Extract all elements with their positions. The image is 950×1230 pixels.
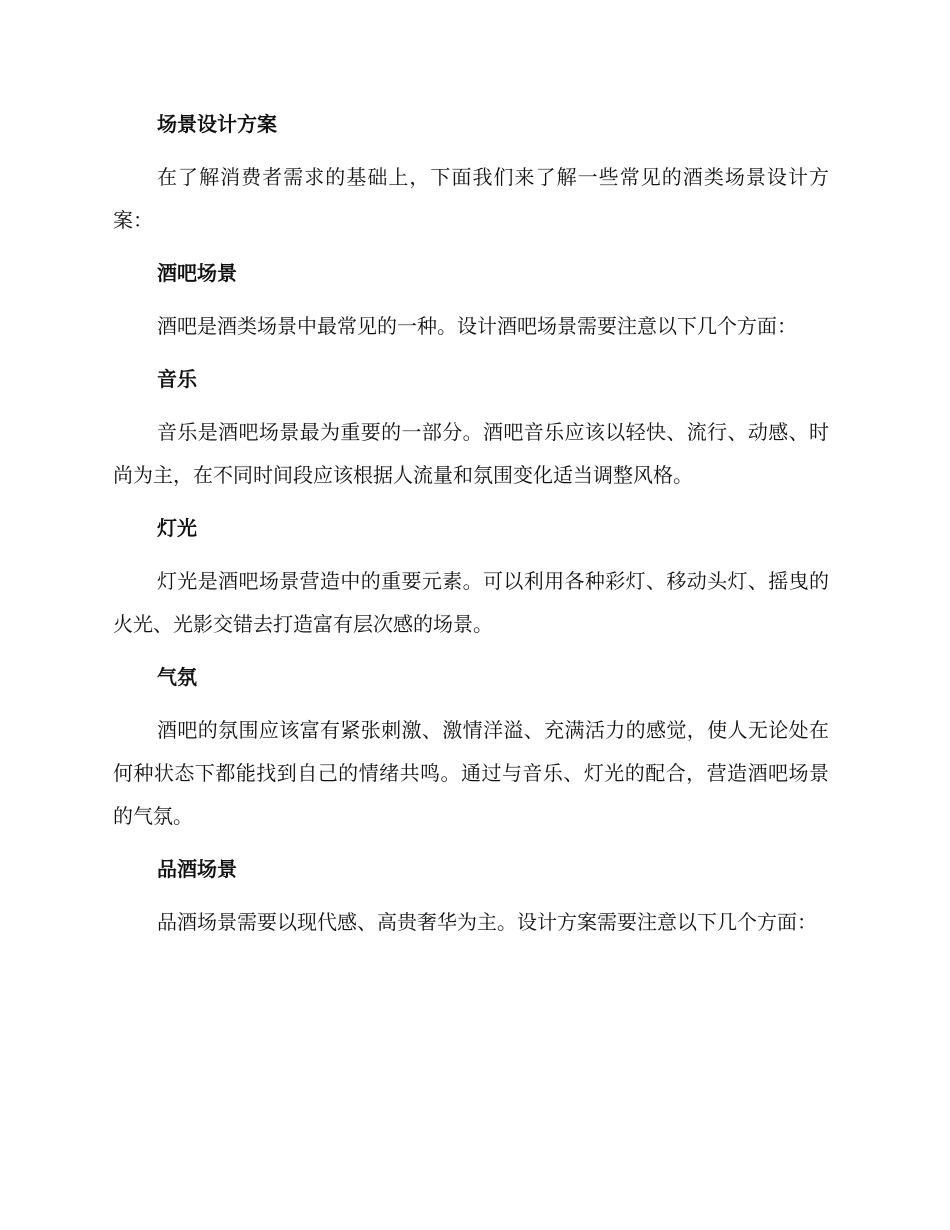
section-heading-scene-design: 场景设计方案 [157, 112, 277, 136]
document-page [113, 104, 829, 944]
section-heading-lighting: 灯光 [157, 516, 197, 540]
section-paragraph-tasting-scene: 品酒场景需要以现代感、高贵奢华为主。设计方案需要注意以下几个方面： [157, 910, 817, 934]
section-paragraph-scene-design: 在了解消费者需求的基础上，下面我们来了解一些常见的酒类场景设计方案： [113, 165, 829, 232]
section-paragraph-music: 音乐是酒吧场景最为重要的一部分。酒吧音乐应该以轻快、流行、动感、时尚为主，在不同时间段应该根据人流量和氛围变化适当调整风格。 [113, 420, 829, 487]
section-heading-atmosphere: 气氛 [157, 665, 197, 689]
section-paragraph-bar-scene: 酒吧是酒类场景中最常见的一种。设计酒吧场景需要注意以下几个方面： [157, 314, 797, 338]
section-heading-tasting-scene: 品酒场景 [157, 857, 237, 881]
section-heading-music: 音乐 [157, 367, 197, 391]
section-heading-bar-scene: 酒吧场景 [157, 261, 237, 285]
section-paragraph-lighting: 灯光是酒吧场景营造中的重要元素。可以利用各种彩灯、移动头灯、摇曳的火光、光影交错去打造富有层次感的场景。 [113, 569, 829, 636]
section-paragraph-atmosphere: 酒吧的氛围应该富有紧张刺激、激情洋溢、充满活力的感觉，使人无论处在何种状态下都能找到自己的情绪共鸣。通过与音乐、灯光的配合，营造酒吧场景的气氛。 [113, 718, 829, 828]
